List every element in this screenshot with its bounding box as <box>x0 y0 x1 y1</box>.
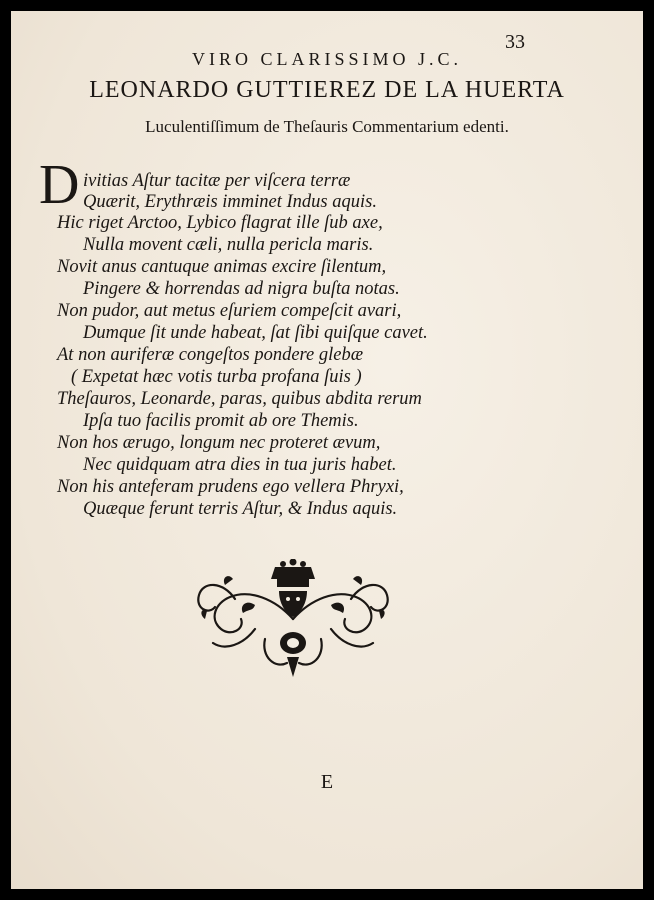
poem-line: Quærit, Erythræis imminet Indus aquis. <box>83 192 377 212</box>
poem-line: At non auriferæ congeſtos pondere glebæ <box>57 345 364 365</box>
poem-line: Non his anteferam prudens ego vellera Phryxi, <box>57 477 404 497</box>
poem-line: ( Expetat hæc votis turba profana ſuis ) <box>71 367 362 387</box>
heading-line-1: VIRO CLARISSIMO J.C. <box>191 49 463 69</box>
signature-mark: E <box>320 771 334 793</box>
page-number: 33 <box>505 31 525 53</box>
drop-cap: D <box>39 154 80 216</box>
book-page <box>11 11 643 889</box>
poem-line: ivitias Aſtur tacitæ per viſcera terræ <box>83 171 351 191</box>
poem-line: Non hos ærugo, longum nec proteret ævum, <box>57 433 381 453</box>
poem-line: Novit anus cantuque animas excire ſilentum, <box>57 257 387 277</box>
poem-line: Nulla movent cæli, nulla pericla maris. <box>83 235 374 255</box>
tailpiece-ornament <box>195 559 391 681</box>
poem-line: Ipſa tuo facilis promit ab ore Themis. <box>83 411 359 431</box>
poem-line: Non pudor, aut metus eſuriem compeſcit avari, <box>57 301 402 321</box>
heading-line-2: LEONARDO GUTTIEREZ DE LA HUERTA <box>89 77 565 103</box>
heading-line-3: Luculentiſſimum de Theſauris Commentarium edenti. <box>145 117 509 136</box>
poem-line: Hic riget Arctoo, Lybico flagrat ille ſub axe, <box>57 213 383 233</box>
poem-line: Nec quidquam atra dies in tua juris habet. <box>83 455 397 475</box>
poem-line: Theſauros, Leonarde, paras, quibus abdita rerum <box>57 389 422 409</box>
poem-line: Pingere & horrendas ad nigra buſta notas. <box>83 279 400 299</box>
poem-line: Quæque ferunt terris Aſtur, & Indus aquis. <box>83 499 398 519</box>
poem-line: Dumque ſit unde habeat, ſat ſibi quiſque cavet. <box>83 323 428 343</box>
